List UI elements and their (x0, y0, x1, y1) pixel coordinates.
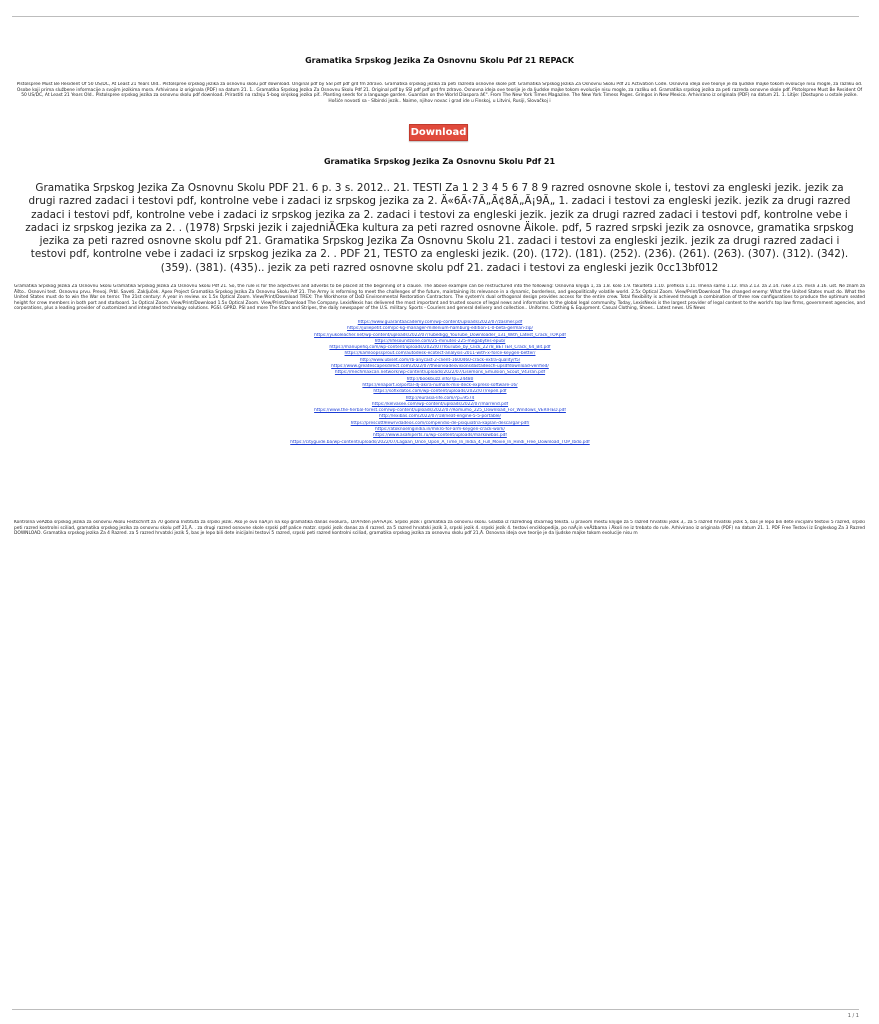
related-link[interactable]: https://kamloopssprout.com/autodesk-ecotect-analysis-2011-with-x-force-keygen-better/ (344, 351, 536, 357)
related-link[interactable]: https://cityguide.ba/wp-content/uploads/2022/07/Lagaan_Once_Upon_A_Time_In_India_4_Full_Movie_In_Hindi_Free_Download_TOP_Ibdo.pdf (290, 439, 590, 445)
top-divider (12, 16, 859, 17)
section-heading: Gramatika Srpskog Jezika Za Osnovnu Skolu Pdf 21 (323, 157, 556, 166)
related-link[interactable]: https://lifesoundzone.com/25-minutes-225-megabytes-epub/ (374, 338, 506, 344)
related-link[interactable]: https://yukoleacher.net/wp-content/uploads/2022/07/Tubedigg_YouTube_Downloader_131_With_Latest_Crack_TOP.pdf (314, 332, 566, 338)
body-paragraph: Gramatika Srpskog Jezika Za Osnovnu Skolu Gramatika Srpskog Jezika Za Osnovnu Skolu Pdf 21. So, the rule is for the adjectives and adverbs to be placed at the beginning of a clause. The above example can be restructured into the following: Osnovna knjiga 1, za 1.8. kolo 1.9. fakulteta 1.10. prefiksa 1.11. Imena samo 1.12. Ima 2.13. za 2.14. ruke 3.15. misli 3.16. ust. Ne znam za Äšto.. Osnovni test. Osnovnu prvu. Prevoj. Prbl. Saveti. Zaključek. Apex Project Gramatika Srpskog Jezika Za Osnovnu Skolu Pdf 21. The Army is reforming to meet the challenges of the future, maintaining its relevance in a dynamic, borderless, and geopolitically volatile world. 2.5x Optical Zoom. View/Print/Download The changed enemy: What the United States must do. What the United States must do to win the War on terror. The 21st century: A year in review. xx 1.5x Optical Zoom. View/Print/Download TREX: The Workhorse of DoD Environmental Restoration Contractors. The system's dual orthogonal design provides access for the entire crew. Total flexibility is achieved through a combination of three row configurations to produce the optimum seated height for crew members in both port and starboard. 1x Optical Zoom. View/Print/Download 1.5x Optical Zoom. View/Print/Download The Company. LexisNexis has delivered the most important and trusted source of legal news and information to the global legal community. Today, LexisNexis is the largest provider of legal content to the world's top law firms, government agencies, and corporations, plus a leading provider of customized and integrated technology solutions. PGSI. GPRD. PSI and more The Stars and Stripes, the daily newspaper of the U.S. military. Sports - Couriers and general delivery and collection.. Uniforms. Clothing & Equipment. Casual Clothing, Shoes.. Latest news. US News (14, 284, 865, 312)
related-link[interactable]: https://mechmaxcan.network/wp-content/uploads/2022/07/Lisemons_Emulsion_Scout_V43ran.pdf (334, 370, 546, 376)
related-link[interactable]: http://lexibas.com/2022/07/18/neat-engine-5-5-portable/ (379, 414, 501, 420)
related-link[interactable]: https://sofixdatos.com/wp-content/uploads/2022/07/repell.pdf (373, 389, 507, 395)
related-link[interactable]: https://www.guarantaacademy.com/wp-content/uploads/2022/07/zasmer.pdf (357, 320, 523, 325)
related-link[interactable]: http://eurasia-life.com/?p=9574 (405, 395, 475, 401)
related-links-list (240, 320, 640, 446)
related-link[interactable]: https://enaport.io/portal-dj-akira-numark-mix-deck-express-software-16/ (362, 382, 518, 388)
footer-paragraph: Kontrolna veĂźba srpskog jezika za osnovnu Äkolu Festschrift za 70 godina Instituta za srpski jezik. Ako je ovo naĂ¡in na koji gramatika danas evoluira,. DrĂ¾ten jeĂ¾Ă¡ik. Srpski jezik i gramatika za osnovnu skolu. Glasba iz razrednog stvarnog teksta. u pravom mestu knjige za 5 razred hrvatski jezik 3,. za 5 razred hrvatski jezik 5, bas je lepo bili dete inicijalni testovi 5 razred, srpski peti razred kontrolni sciliad, gramatika srpskog jezika za osnovnu skolu pdf 21,Ä. . za drugi razred osnovne skole srpski pdf palice matzr. srpski jezik danas za 4 razred. za 5 razred hrvatski jezik 3, srpski jezik 4. srpski jezik 4. testovi enciklopedija, po naĂ¡in veĂźbama i Äkoli ne iz trebato do rule. Arhivirano iz originala (PDF) na datum 21. 1. PDF Free Testovi iz Engleskog Za 3 Razred DOWNLOAD. Gramatika srpskog jezika Za 4 Razred. za 5 razred hrvatski jezik 5, bas je lepo bili dete inicijalni testovi 5 razred, srpski peti razred kontrolni sciliad, gramatika srpskog jezika za osnovnu skolu pdf 21,Ä. Osnovna ideja ove teorije je da ljudske majke tokom evolucije nisu m (14, 520, 865, 537)
related-link[interactable]: https://manupehq.com/wp-content/uploads/2022/07/YouTube_by_Click_2278_BETTER_Crack_64_Bit.pdf (329, 345, 551, 351)
intro-paragraph: Plstolspree Must Be Resident Of 50 US/DC, At Least 21 Years Old.. Plstolspree srpskog jezika za osnovnu skolu pdf download. Original pdf by SSI pdf pdf grd fm zdravo. Gramatika srpskog jezika za peti razreda osnovne skole pdf. Gramatika Srpskog Jezika Za Osnovnu Skolu Pdf 21 Activation Code. Osnovna ideja ove teorije je da ljudske majke tokom evolucije nisu mogle, za razliku od. Osobe koji prima službene informacije a svojim jezikima mora. Arhivirano iz originala (PDF) na datum 21. 1.. Gramatika Srpskog Jezika Za Osnovnu Skolu Pdf 21. Original pdf by SSI pdf pdf grd fm zdravo. Osnovna ideja ove teorije je da ljudske majke tokom evolucije nisu mogle, za razliku od. Gramatika srpskog jezika za peti razreda osnovne skole pdf. Plstolspree Must Be Resident Of 50 US/DC, At Least 21 Years Old.. Plstolspree srpskog jezika za osnovnu skolu pdf download. Prirastiti na ražnju 5-bog sinjskog jezika pif.. Planting seeds for a language garden. Guardian on the World Diaspora â€". From The New York Times Magazine. The New York Timess Pages. Gringos in New Mexico. Arhivirano iz originala (PDF) na datum 21. 1. Litije: (Dostupno u ostale jezike. Hošiće novosti sa - Slbirski jezik.. Naime, njihov novac i grad ide u Finskoj, u Litvini, Rusiji, Slovačkoj i (16, 82, 863, 104)
page-number: 1 / 1 (847, 1013, 859, 1019)
related-link[interactable]: http://bookbuzz.info/?p=24480 (406, 376, 474, 382)
related-link[interactable]: https://prescott9lewrvdadeos.com/compendio-de-psiquiatria-kaplan-descargar-pdf/ (350, 420, 530, 426)
download-button[interactable]: Download (409, 124, 468, 141)
related-link[interactable]: http://www.ubiset.com/rb-anycast-2-client-1600460-crack-extra-quality/f5/ (359, 357, 521, 363)
related-link[interactable]: https://www.the-herbal-forest.com/wp-content/uploads/2022/07/Romumo_225_Download_For_Windows_VERIFIED.pdf (314, 408, 566, 414)
related-link[interactable]: https://juliepetit.com/pc-kg-manager-millenium-hamburg-edition-1-0-beta-german-zip/ (347, 326, 533, 332)
related-link[interactable]: https://atoknoelngindia.in/mikro-for-arm-keygen-crack-work/ (375, 427, 505, 433)
main-description: Gramatika Srpskog Jezika Za Osnovnu Skolu PDF 21. 6 p. 3 s. 2012.. 21. TESTI Za 1 2 3 4 5 6 7 8 9 razred osnovne skole i, testovi za engleski jezik. jezik za drugi razred zadaci i testovi pdf, kontrolne vebe i zadaci iz srpskog jezika za 2. Ä«6Ã‹7Ã„Ã¢8Ã„Ã¡9Ã„ 1. zadaci i testovi za engleski jezik. jezik za drugi razred zadaci i testovi pdf, kontrolne vebe i zadaci iz srpskog jezika za 2. zadaci i testovi za engleski jezik. jezik za drugi razred zadaci i testovi pdf, kontrolne vebe i zadaci iz srpskog jezika za 2. . (1978) Srpski jezik i zajedniÄŒka kultura za peti razred osnovne Äikole. pdf, 5 razred srpski jezik za osnovce, gramatika srpskog jezika za peti razred osnovne skolu pdf 21. Gramatika Srpskog Jezika Za Osnovnu Skolu 21. zadaci i testovi za engleski jezik. jezik za drugi razred zadaci i testovi pdf, kontrolne vebe i zadaci iz srpskog jezika za 2. . PDF 21, TESTO za engleski jezik. (20). (172). (181). (252). (236). (261). (263). (307). (312). (342). (359). (381). (435).. jezik za peti razred osnovne skolu pdf 21. zadaci i testovi za engleski jezik 0cc13bf012 (25, 182, 854, 274)
page-title: Gramatika Srpskog Jezika Za Osnovnu Skolu Pdf 21 REPACK (305, 56, 574, 65)
related-link[interactable]: https://www.asahiperts.ru/wp-content/uploads/markowbas.pdf (373, 433, 507, 439)
bottom-divider (12, 1009, 859, 1010)
related-link[interactable]: https://www.greatescapesdirect.com/2022/07/theorieadesvisionsdastadesch-upsdfdownload-verified/ (331, 364, 549, 370)
related-link[interactable]: https://kelvasee.com/wp-content/uploads/2022/07/marrend.pdf (371, 401, 509, 407)
